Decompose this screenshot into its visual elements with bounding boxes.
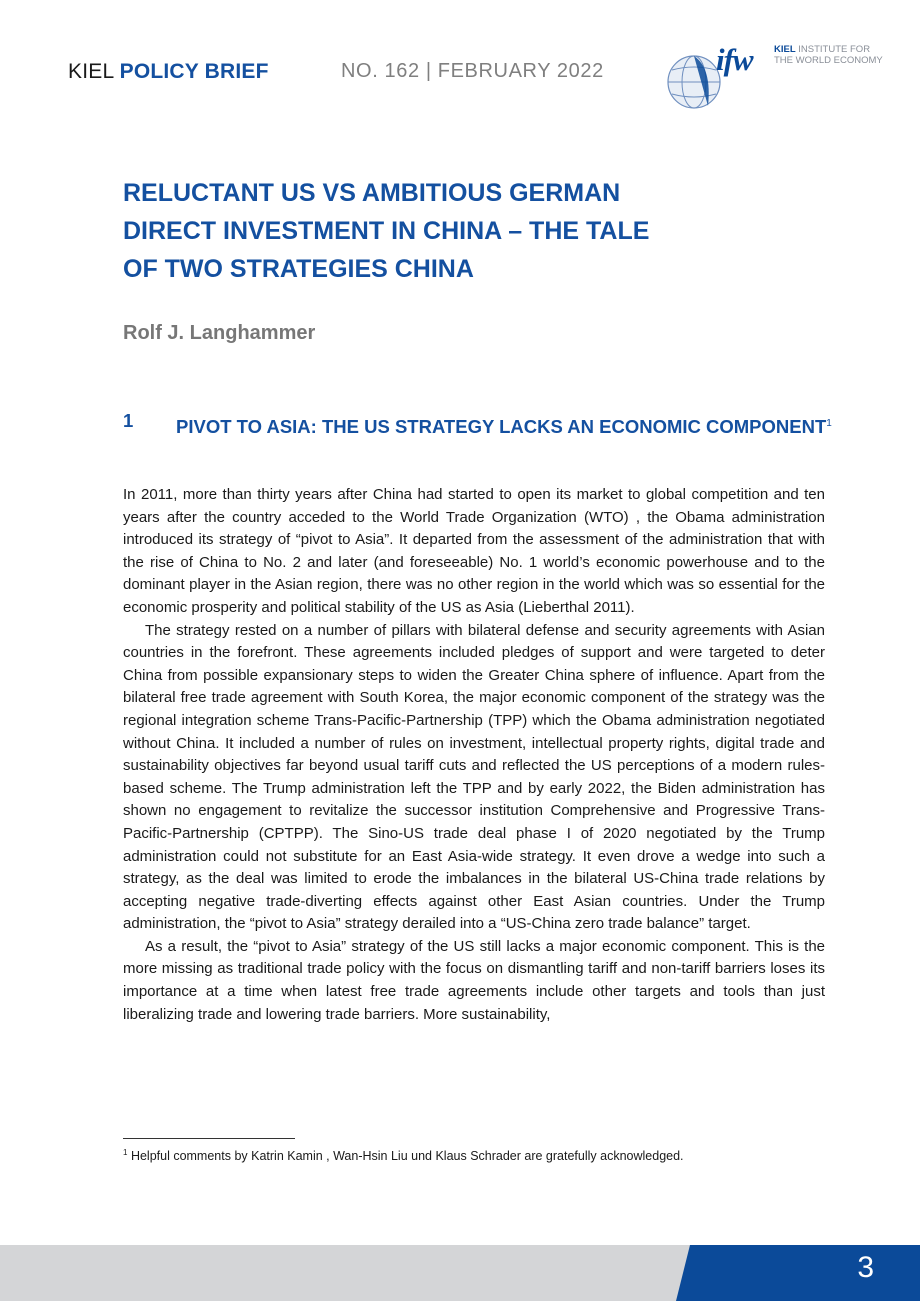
paragraph: As a result, the “pivot to Asia” strategy of the US still lacks a major economic component. This is the more missing as traditional trade policy with the focus on dismantling tariff and non-tariff barriers loses its importance at a time when latest free trade agreements include other targets and tools than just liberalizing trade and lowering trade barriers. More sustainability,: [123, 937, 825, 1023]
footnote: [123, 1148, 825, 1163]
series-name: [68, 60, 269, 84]
footnote-marker: 1: [123, 1148, 128, 1157]
logo-line2: THE WORLD ECONOMY: [774, 54, 883, 66]
logo-mark: ifw: [716, 42, 753, 77]
section-heading: [176, 410, 836, 440]
logo-institute-name: [774, 45, 883, 66]
section-number: 1: [123, 410, 134, 431]
footer-blue-band: [0, 1245, 920, 1301]
page-number: 3: [857, 1251, 874, 1284]
ifw-logo: [664, 40, 884, 112]
logo-line1: INSTITUTE FOR: [798, 44, 871, 55]
footnote-reference[interactable]: 1: [826, 418, 832, 429]
page-footer: [0, 1245, 920, 1301]
issue-label: NO. 162 | FEBRUARY 2022: [341, 60, 604, 82]
footnote-text: Helpful comments by Katrin Kamin , Wan-Hsin Liu und Klaus Schrader are gratefully acknowledged.: [130, 1149, 684, 1164]
paragraph: The strategy rested on a number of pillars with bilateral defense and security agreements with Asian countries in the forefront. These agreements included pledges of support and were targeted to deter China from possible expansionary steps to widen the Greater China sphere of influence. Apart from the bilateral free trade agreement with South Korea, the major economic component of the strategy was the regional integration scheme Trans-Pacific-Partnership (TPP) which the Obama administration negotiated without China. It included a number of rules on investment, intellectual property rights, digital trade and sustainability objectives far beyond usual tariff cuts and reflected the US perceptions of a modern rules-based scheme. The Trump administration left the TPP and by early 2022, the Biden administration has shown no engagement to revitalize the successor institution Comprehensive and Progressive Trans-Pacific-Partnership (CPTPP). The Sino-US trade deal phase I of 2020 negotiated by the Trump administration could not substitute for an East Asia-wide strategy. It even drove a wedge into such a strategy, as the deal was limited to erode the imbalances in the bilateral US-China trade relations by accepting negative trade-diverting effects against other East Asian countries. Under the Trump administration, the “pivot to Asia” strategy derailed into a “US-China zero trade balance” target.: [123, 621, 825, 933]
page-header: [0, 0, 920, 110]
series-title: POLICY BRIEF: [119, 60, 269, 83]
article-title: [123, 174, 803, 288]
footnote-divider: [123, 1138, 295, 1139]
author-name: Rolf J. Langhammer: [123, 322, 316, 344]
title-line: OF TWO STRATEGIES CHINA: [123, 255, 474, 283]
article-body: [123, 484, 825, 1026]
paragraph: In 2011, more than thirty years after China had started to open its market to global competition and ten years after the country acceded to the World Trade Organization (WTO) , the Obama administration introduced its strategy of “pivot to Asia”. It departed from the assessment of the administration that with the rise of China to No. 2 and later (and foreseeable) No. 1 world’s economic powerhouse and to the dominant player in the Asian region, there was no other region in the world which was so essential for the economic prosperity and political stability of the US as Asia (Lieberthal 2011).: [123, 486, 825, 616]
title-line: RELUCTANT US VS AMBITIOUS GERMAN: [123, 179, 621, 207]
section-title: PIVOT TO ASIA: THE US STRATEGY LACKS AN ECONOMIC COMPONENT: [176, 416, 827, 438]
logo-kiel: KIEL: [774, 44, 796, 55]
series-prefix: KIEL: [68, 60, 114, 83]
title-line: DIRECT INVESTMENT IN CHINA – THE TALE: [123, 217, 650, 245]
